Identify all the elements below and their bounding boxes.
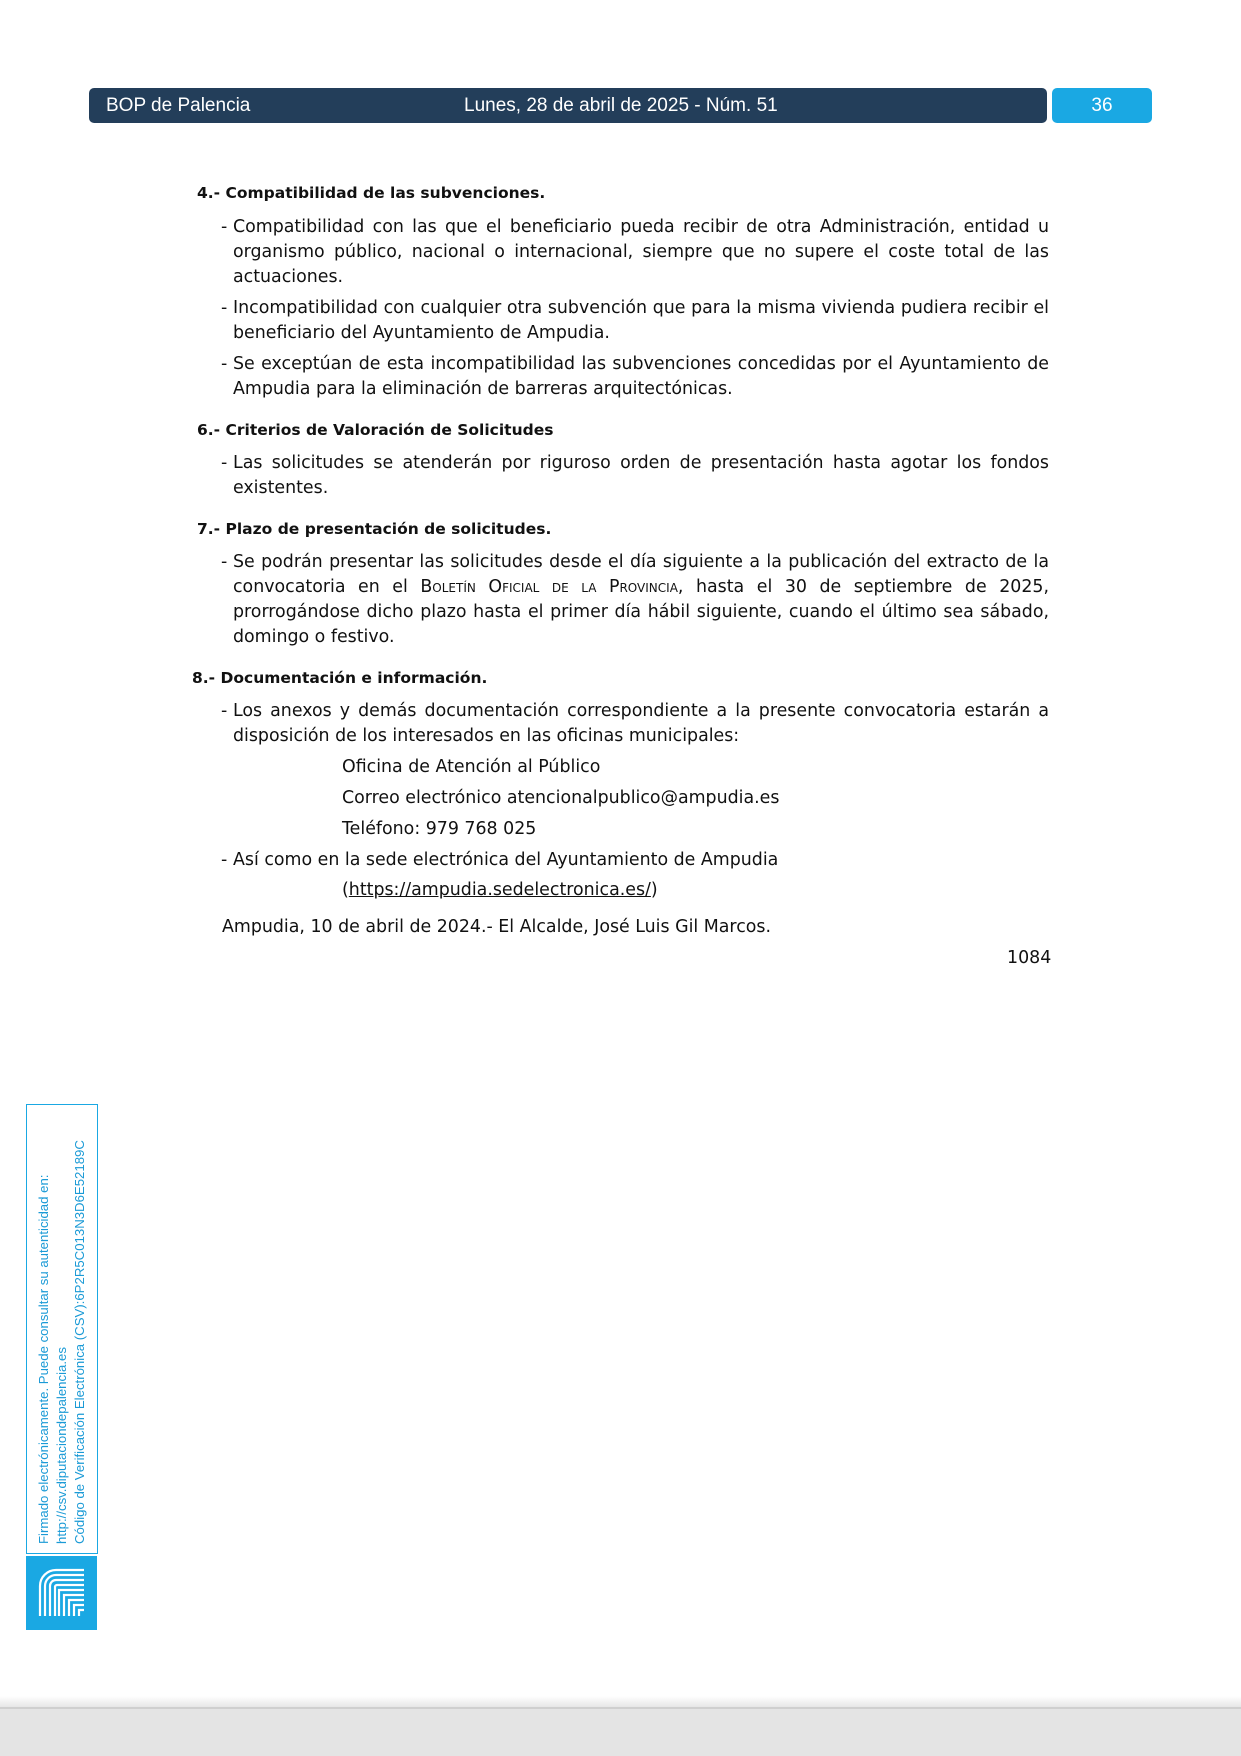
contact-phone: Teléfono: 979 768 025 xyxy=(342,819,537,839)
section-4-item-2: - Incompatibilidad con cualquier otra subvención que para la misma vivienda pudiera recibir el beneficiario del Ayuntamiento de Ampudia. xyxy=(221,298,1049,343)
bulletin-header-bar xyxy=(89,88,1047,123)
page-number-badge: 36 xyxy=(1052,88,1152,123)
section-7-item-1: - Se podrán presentar las solicitudes desde el día siguiente a la publicación del extracto de la convocatoria en el Boletín Oficial de la Provincia, hasta el 30 de septiembre de 2025, prorrogándose dicho plazo hasta el primer día hábil siguiente, cuando el último sea sábado, domingo o festivo. xyxy=(221,552,1049,647)
diputacion-logo-icon xyxy=(26,1556,97,1630)
section-7-heading: 7.- Plazo de presentación de solicitudes. xyxy=(197,520,552,538)
journal-name: BOP de Palencia xyxy=(106,95,251,116)
office-name: Oficina de Atención al Público xyxy=(342,757,601,777)
section-4-heading: 4.- Compatibilidad de las subvenciones. xyxy=(197,184,546,202)
section-4-item-1: - Compatibilidad con las que el beneficiario pueda recibir de otra Administración, entidad u organismo público, nacional o internacional, siempre que no supere el coste total de las actuaciones. xyxy=(221,217,1049,287)
stamp-line-2[interactable]: http://csv.diputaciondepalencia.es xyxy=(54,1347,69,1544)
logo-graphic xyxy=(26,1556,97,1630)
section-8-item-2: - Así como en la sede electrónica del Ayuntamiento de Ampudia xyxy=(221,850,779,870)
stamp-line-1: Firmado electrónicamente. Puede consultar su autenticidad en: xyxy=(36,1174,51,1544)
stamp-line-3: Código de Verificación Electrónica (CSV):6P2R5C013N3D6E52189C xyxy=(72,1140,87,1544)
issue-date: Lunes, 28 de abril de 2025 - Núm. 51 xyxy=(464,95,778,116)
section-8-item-1: - Los anexos y demás documentación correspondiente a la presente convocatoria estarán a disposición de los interesados en las oficinas municipales: xyxy=(221,701,1049,746)
reference-number: 1084 xyxy=(1007,948,1052,968)
section-6-item-1: - Las solicitudes se atenderán por riguroso orden de presentación hasta agotar los fondos existentes. xyxy=(221,453,1049,498)
sede-url-line: (https://ampudia.sedelectronica.es/) xyxy=(342,880,658,900)
signature-line: Ampudia, 10 de abril de 2024.- El Alcalde, José Luis Gil Marcos. xyxy=(222,917,771,937)
section-6-heading: 6.- Criterios de Valoración de Solicitudes xyxy=(197,421,554,439)
viewer-shadow xyxy=(0,1696,1241,1707)
section-8-heading: 8.- Documentación e información. xyxy=(192,669,488,687)
electronic-signature-stamp xyxy=(26,1104,98,1554)
stamp-text xyxy=(35,1114,89,1544)
contact-email: Correo electrónico atencionalpublico@ampudia.es xyxy=(342,788,780,808)
section-4-item-3: - Se exceptúan de esta incompatibilidad las subvenciones concedidas por el Ayuntamiento de Ampudia para la eliminación de barreras arquitectónicas. xyxy=(221,354,1049,399)
boletin-oficial-smallcaps: Boletín Oficial de la Provincia xyxy=(420,577,678,597)
viewer-bottom-bar xyxy=(0,1707,1241,1756)
sede-electronica-link[interactable]: https://ampudia.sedelectronica.es/ xyxy=(348,880,651,900)
